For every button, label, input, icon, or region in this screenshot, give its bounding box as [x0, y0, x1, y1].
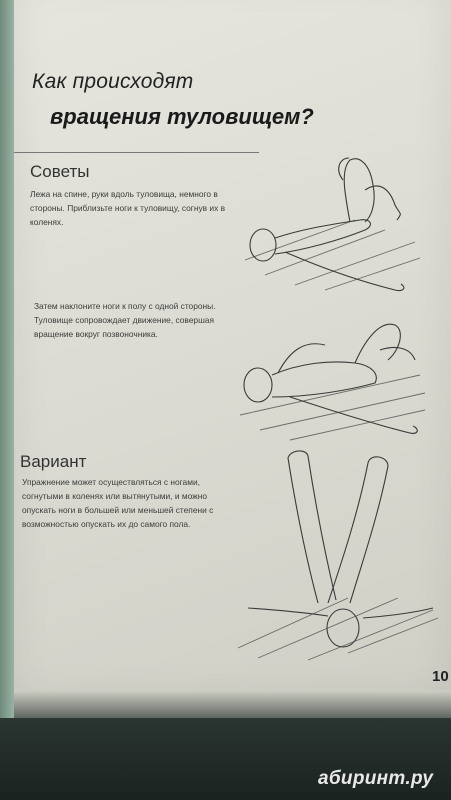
variant-paragraph: Упражнение может осуществляться с ногами, согнутыми в коленях или вытянутыми, и можно опускать ноги в большей или меньшей степени с возможностью опускать их до самого пола.: [22, 477, 214, 529]
page-number: 10: [432, 668, 449, 685]
page-title-line-1: Как происходят: [32, 70, 194, 93]
page-title-line-2: вращения туловищем?: [50, 104, 314, 129]
variant-heading: Вариант: [20, 452, 87, 471]
illustration-knees-bent: [225, 150, 425, 300]
tips-paragraph-1: Лежа на спине, руки вдоль туловища, немного в стороны. Приблизьте ноги к туловищу, согнув их в коленях.: [30, 189, 226, 227]
title-divider: [14, 152, 259, 153]
tips-paragraph-2: Затем наклоните ноги к полу с одной стороны. Туловище сопровождает движение, совершая вращение вокруг позвоночника.: [34, 301, 216, 339]
illustration-knees-rotated: [230, 305, 430, 445]
tips-heading: Советы: [30, 162, 90, 181]
illustration-legs-raised: [228, 448, 443, 663]
watermark-logo: абиринт.ру: [318, 768, 434, 789]
